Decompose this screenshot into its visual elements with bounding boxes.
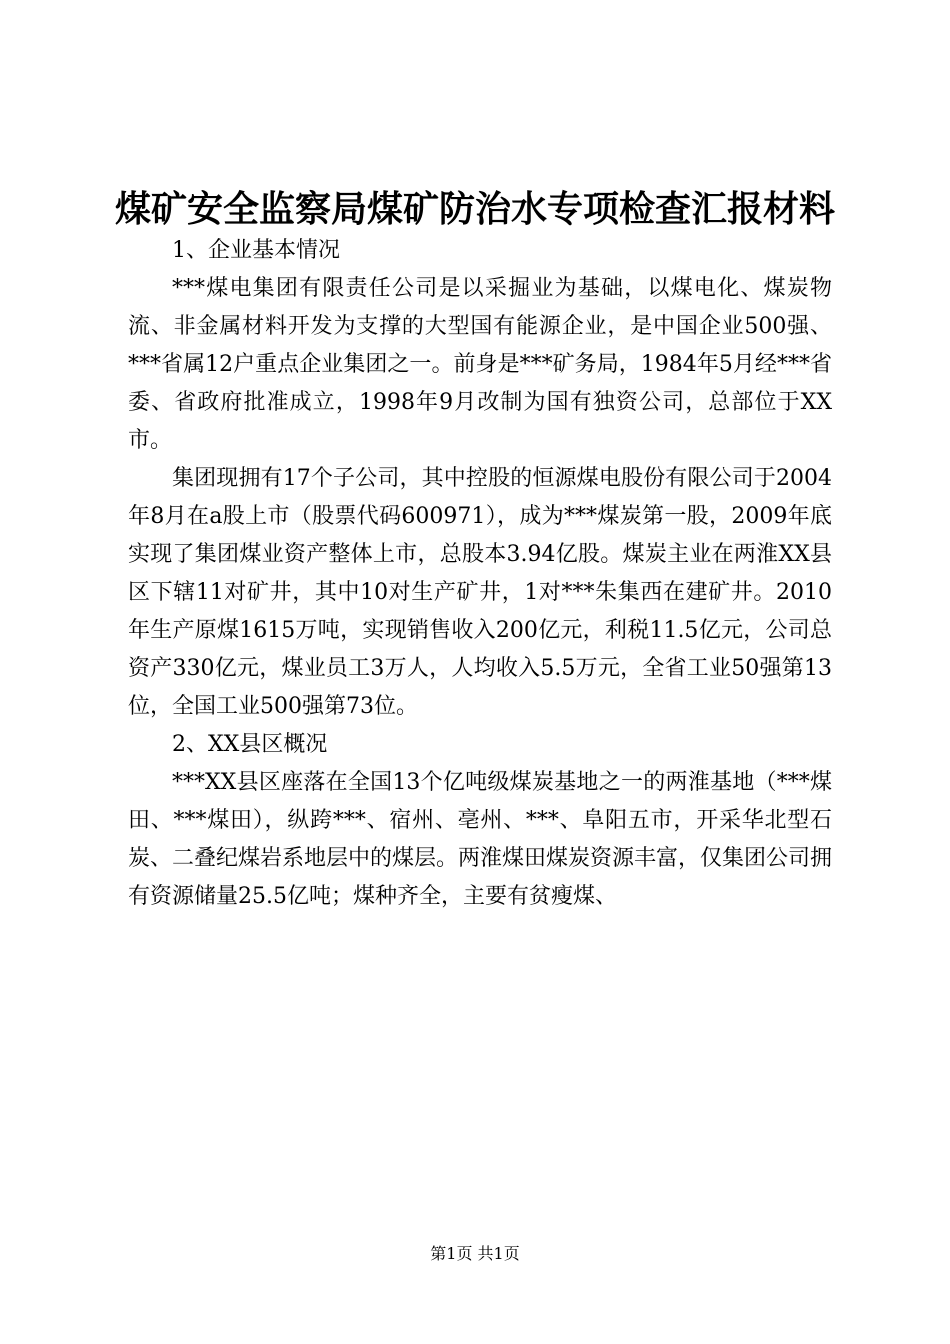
paragraph-group-status: 集团现拥有17个子公司，其中控股的恒源煤电股份有限公司于2004年8月在a股上市（股票代码600971），成为***煤炭第一股，2009年底实现了集团煤业资产整体上市，总股本3.94亿股。煤炭主业在两淮XX县区下辖11对矿井，其中10对生产矿井，1对***朱集西在建矿井。2010年生产原煤1615万吨，实现销售收入200亿元，利税11.5亿元，公司总资产330亿元，煤业员工3万人，人均收入5.5万元，全省工业50强第13位，全国工业500强第73位。 [128, 466, 833, 719]
section-heading-company-overview: 1、企业基本情况 [172, 238, 340, 263]
page-footer: 第1页 共1页 [430, 1244, 520, 1263]
paragraph-company-intro: ***煤电集团有限责任公司是以采掘业为基础，以煤电化、煤炭物流、非金属材料开发为支撑的大型国有能源企业，是中国企业500强、***省属12户重点企业集团之一。前身是***矿务局，1984年5月经***省委、省政府批准成立，1998年9月改制为国有独资公司，总部位于XX市。 [128, 276, 832, 453]
paragraph-county-intro: ***XX县区座落在全国13个亿吨级煤炭基地之一的两淮基地（***煤田、***煤田），纵跨***、宿州、亳州、***、阜阳五市，开采华北型石炭、二叠纪煤岩系地层中的煤层。两淮煤田煤炭资源丰富，仅集团公司拥有资源储量25.5亿吨；煤种齐全，主要有贫瘦煤、 [128, 770, 833, 909]
section-heading-county-overview: 2、XX县区概况 [172, 732, 328, 757]
document-body [128, 232, 832, 916]
document-title: 煤矿安全监察局煤矿防治水专项检查汇报材料 [114, 188, 835, 230]
